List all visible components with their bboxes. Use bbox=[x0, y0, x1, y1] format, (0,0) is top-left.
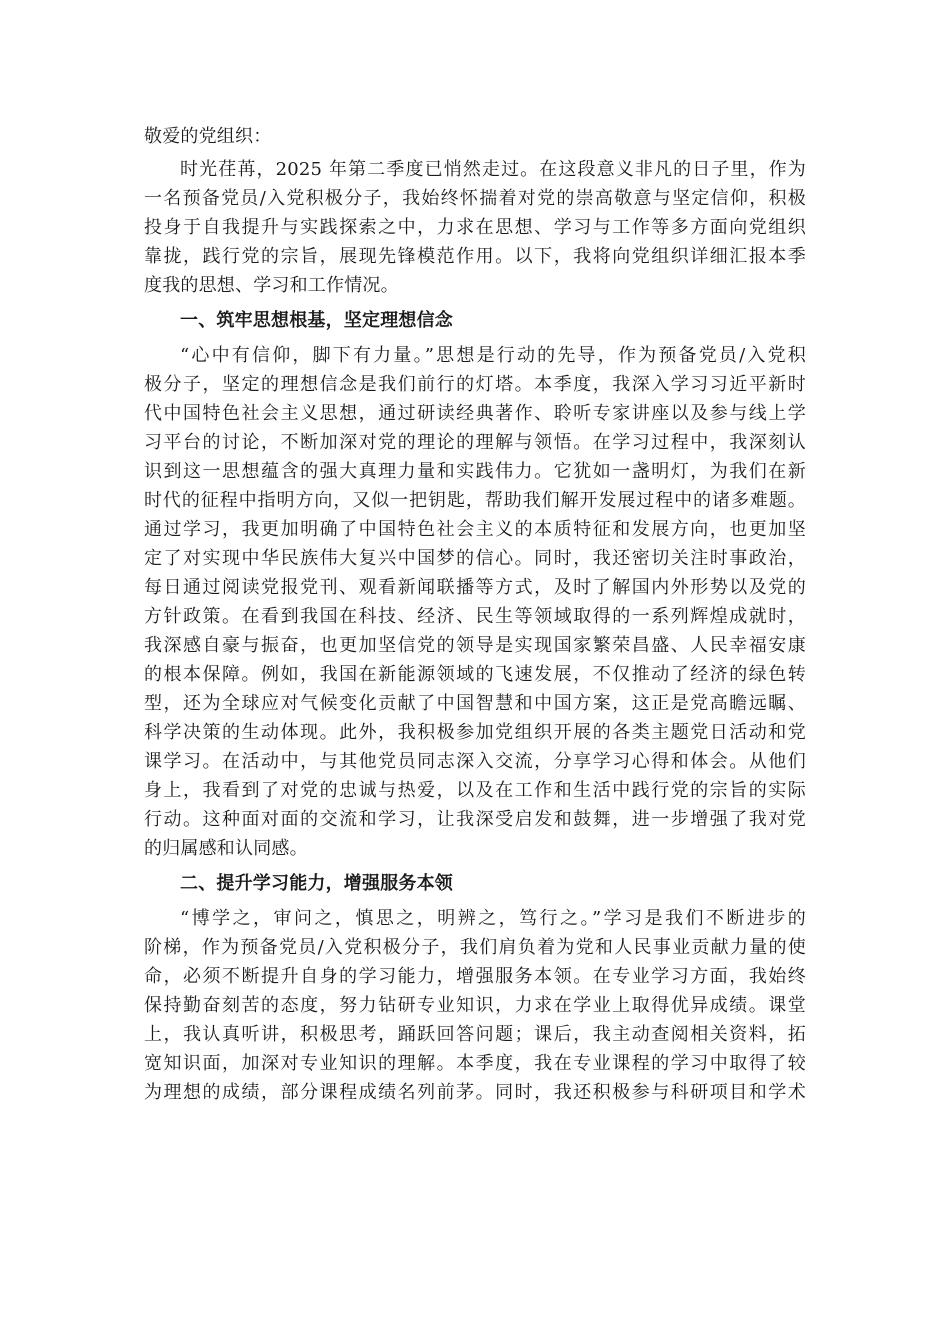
text-line: “心中有信仰，脚下有力量。”思想是行动的先导，作为预备党员/入党积 bbox=[180, 345, 806, 366]
text-line: “博学之，审问之，慎思之，明辨之，笃行之。”学习是我们不断进步的 bbox=[180, 908, 806, 929]
text-line: 一名预备党员/入党积极分子，我始终怀揣着对党的崇高敬意与坚定信仰，积极 bbox=[144, 188, 806, 209]
section-2-paragraph bbox=[144, 904, 806, 1107]
letter-page bbox=[144, 122, 806, 1107]
text-line: 的归属感和认同感。 bbox=[144, 838, 308, 859]
text-line: 我深感自豪与振奋，也更加坚信党的领导是实现国家繁荣昌盛、人民幸福安康 bbox=[144, 635, 806, 656]
text-line: 代中国特色社会主义思想，通过研读经典著作、聆听专家讲座以及参与线上学 bbox=[144, 403, 806, 424]
text-line: 识到这一思想蕴含的强大真理力量和实践伟力。它犹如一盏明灯，为我们在新 bbox=[144, 461, 806, 482]
salutation: 敬爱的党组织： bbox=[144, 126, 272, 147]
section-heading-2: 二、提升学习能力，增强服务本领 bbox=[180, 873, 453, 894]
text-line: 的根本保障。例如，我国在新能源领域的飞速发展，不仅推动了经济的绿色转 bbox=[144, 664, 806, 685]
text-line: 身上，我看到了对党的忠诚与热爱，以及在工作和生活中践行党的宗旨的实际 bbox=[144, 780, 806, 801]
text-line: 阶梯，作为预备党员/入党积极分子，我们肩负着为党和人民事业贡献力量的使 bbox=[144, 937, 806, 958]
text-line: 行动。这种面对面的交流和学习，让我深受启发和鼓舞，进一步增强了我对党 bbox=[144, 809, 806, 830]
text-line: 为理想的成绩，部分课程成绩名列前茅。同时，我还积极参与科研项目和学术 bbox=[144, 1082, 806, 1103]
text-line: 上，我认真听讲，积极思考，踊跃回答问题；课后，我主动查阅相关资料，拓 bbox=[144, 1024, 806, 1045]
section-heading-1: 一、筑牢思想根基，坚定理想信念 bbox=[180, 310, 453, 331]
text-line: 定了对实现中华民族伟大复兴中国梦的信心。同时，我还密切关注时事政治， bbox=[144, 548, 806, 569]
text-line: 时代的征程中指明方向，又似一把钥匙，帮助我们解开发展过程中的诸多难题。 bbox=[144, 490, 806, 511]
text-line: 每日通过阅读党报党刊、观看新闻联播等方式，及时了解国内外形势以及党的 bbox=[144, 577, 806, 598]
intro-paragraph bbox=[144, 155, 806, 300]
text-line: 习平台的讨论，不断加深对党的理论的理解与领悟。在学习过程中，我深刻认 bbox=[144, 432, 806, 453]
text-line: 时光荏苒，2025 年第二季度已悄然走过。在这段意义非凡的日子里，作为 bbox=[180, 159, 806, 180]
section-1-paragraph bbox=[144, 341, 806, 863]
text-line: 命，必须不断提升自身的学习能力，增强服务本领。在专业学习方面，我始终 bbox=[144, 966, 806, 987]
text-line: 宽知识面，加深对专业知识的理解。本季度，我在专业课程的学习中取得了较 bbox=[144, 1053, 806, 1074]
text-line: 靠拢，践行党的宗旨，展现先锋模范作用。以下，我将向党组织详细汇报本季 bbox=[144, 246, 806, 267]
text-line: 投身于自我提升与实践探索之中，力求在思想、学习与工作等多方面向党组织 bbox=[144, 217, 806, 238]
text-line: 度我的思想、学习和工作情况。 bbox=[144, 275, 399, 296]
text-line: 通过学习，我更加明确了中国特色社会主义的本质特征和发展方向，也更加坚 bbox=[144, 519, 806, 540]
text-line: 极分子，坚定的理想信念是我们前行的灯塔。本季度，我深入学习习近平新时 bbox=[144, 374, 806, 395]
text-line: 型，还为全球应对气候变化贡献了中国智慧和中国方案，这正是党高瞻远瞩、 bbox=[144, 693, 806, 714]
text-line: 方针政策。在看到我国在科技、经济、民生等领域取得的一系列辉煌成就时， bbox=[144, 606, 806, 627]
text-line: 科学决策的生动体现。此外，我积极参加党组织开展的各类主题党日活动和党 bbox=[144, 722, 806, 743]
text-line: 保持勤奋刻苦的态度，努力钻研专业知识，力求在学业上取得优异成绩。课堂 bbox=[144, 995, 806, 1016]
text-line: 课学习。在活动中，与其他党员同志深入交流，分享学习心得和体会。从他们 bbox=[144, 751, 806, 772]
